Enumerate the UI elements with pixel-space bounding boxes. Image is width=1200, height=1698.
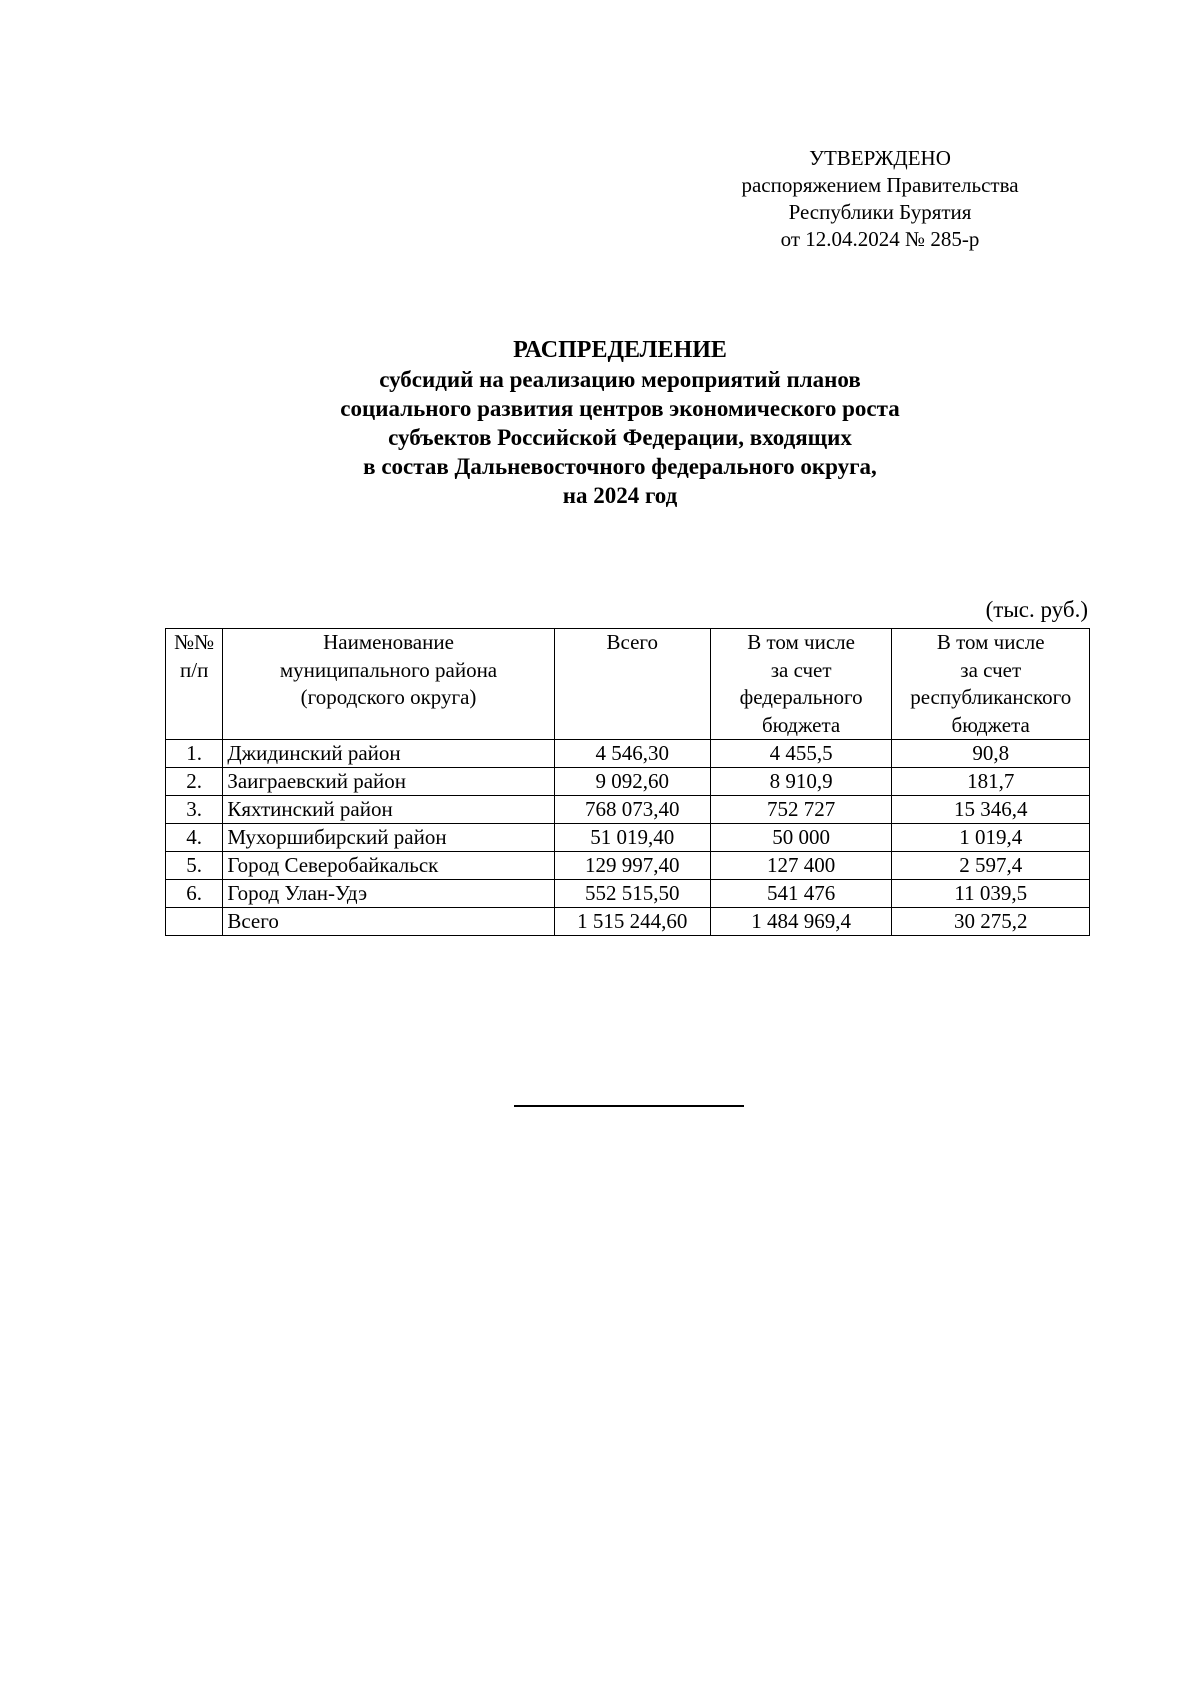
row-federal: 127 400 xyxy=(710,852,892,880)
row-name: Кяхтинский район xyxy=(223,796,554,824)
row-name: Город Северобайкальск xyxy=(223,852,554,880)
row-total: 768 073,40 xyxy=(554,796,710,824)
row-total: 51 019,40 xyxy=(554,824,710,852)
row-federal: 541 476 xyxy=(710,880,892,908)
approval-line: от 12.04.2024 № 285-р xyxy=(780,227,980,251)
row-name: Заиграевский район xyxy=(223,768,554,796)
total-row-federal: 1 484 969,4 xyxy=(710,908,892,936)
row-name: Город Улан-Удэ xyxy=(223,880,554,908)
row-number: 4. xyxy=(166,824,223,852)
distribution-table xyxy=(165,628,1090,936)
table-row xyxy=(166,768,1090,796)
title-line: в состав Дальневосточного федерального округа, xyxy=(363,454,877,479)
row-federal: 4 455,5 xyxy=(710,740,892,768)
row-republic: 11 039,5 xyxy=(892,880,1090,908)
row-republic: 2 597,4 xyxy=(892,852,1090,880)
table-row xyxy=(166,824,1090,852)
title-line: субсидий на реализацию мероприятий планов xyxy=(379,367,861,392)
title-main: РАСПРЕДЕЛЕНИЕ xyxy=(513,337,727,363)
table-total-row xyxy=(166,908,1090,936)
approval-stamp xyxy=(715,145,1045,253)
header-total: Всего xyxy=(554,629,710,740)
row-number: 1. xyxy=(166,740,223,768)
total-row-republic: 30 275,2 xyxy=(892,908,1090,936)
table-header-row xyxy=(166,629,1090,740)
row-federal: 8 910,9 xyxy=(710,768,892,796)
approval-line: распоряжением Правительства xyxy=(741,173,1019,197)
row-total: 9 092,60 xyxy=(554,768,710,796)
end-divider xyxy=(514,1105,744,1107)
row-total: 4 546,30 xyxy=(554,740,710,768)
total-row-total: 1 515 244,60 xyxy=(554,908,710,936)
approval-line: Республики Бурятия xyxy=(788,200,972,224)
table-row xyxy=(166,880,1090,908)
table-row xyxy=(166,740,1090,768)
row-total: 129 997,40 xyxy=(554,852,710,880)
header-num: №№ п/п xyxy=(166,629,223,740)
row-number: 2. xyxy=(166,768,223,796)
document-title xyxy=(200,336,1040,510)
row-republic: 1 019,4 xyxy=(892,824,1090,852)
title-line: субъектов Российской Федерации, входящих xyxy=(388,425,852,450)
row-republic: 181,7 xyxy=(892,768,1090,796)
total-row-name: Всего xyxy=(223,908,554,936)
header-republic: В том числе за счет республиканского бюджета xyxy=(892,629,1090,740)
header-name: Наименование муниципального района (городского округа) xyxy=(223,629,554,740)
row-number: 6. xyxy=(166,880,223,908)
header-federal: В том числе за счет федерального бюджета xyxy=(710,629,892,740)
units-label: (тыс. руб.) xyxy=(985,597,1088,622)
title-line: на 2024 год xyxy=(562,483,678,508)
table-row xyxy=(166,796,1090,824)
approval-line: УТВЕРЖДЕНО xyxy=(809,146,951,170)
row-republic: 15 346,4 xyxy=(892,796,1090,824)
row-name: Джидинский район xyxy=(223,740,554,768)
title-line: социального развития центров экономического роста xyxy=(340,396,900,421)
total-row-number xyxy=(166,908,223,936)
row-number: 5. xyxy=(166,852,223,880)
row-name: Мухоршибирский район xyxy=(223,824,554,852)
table-row xyxy=(166,852,1090,880)
row-total: 552 515,50 xyxy=(554,880,710,908)
row-number: 3. xyxy=(166,796,223,824)
row-republic: 90,8 xyxy=(892,740,1090,768)
row-federal: 752 727 xyxy=(710,796,892,824)
row-federal: 50 000 xyxy=(710,824,892,852)
